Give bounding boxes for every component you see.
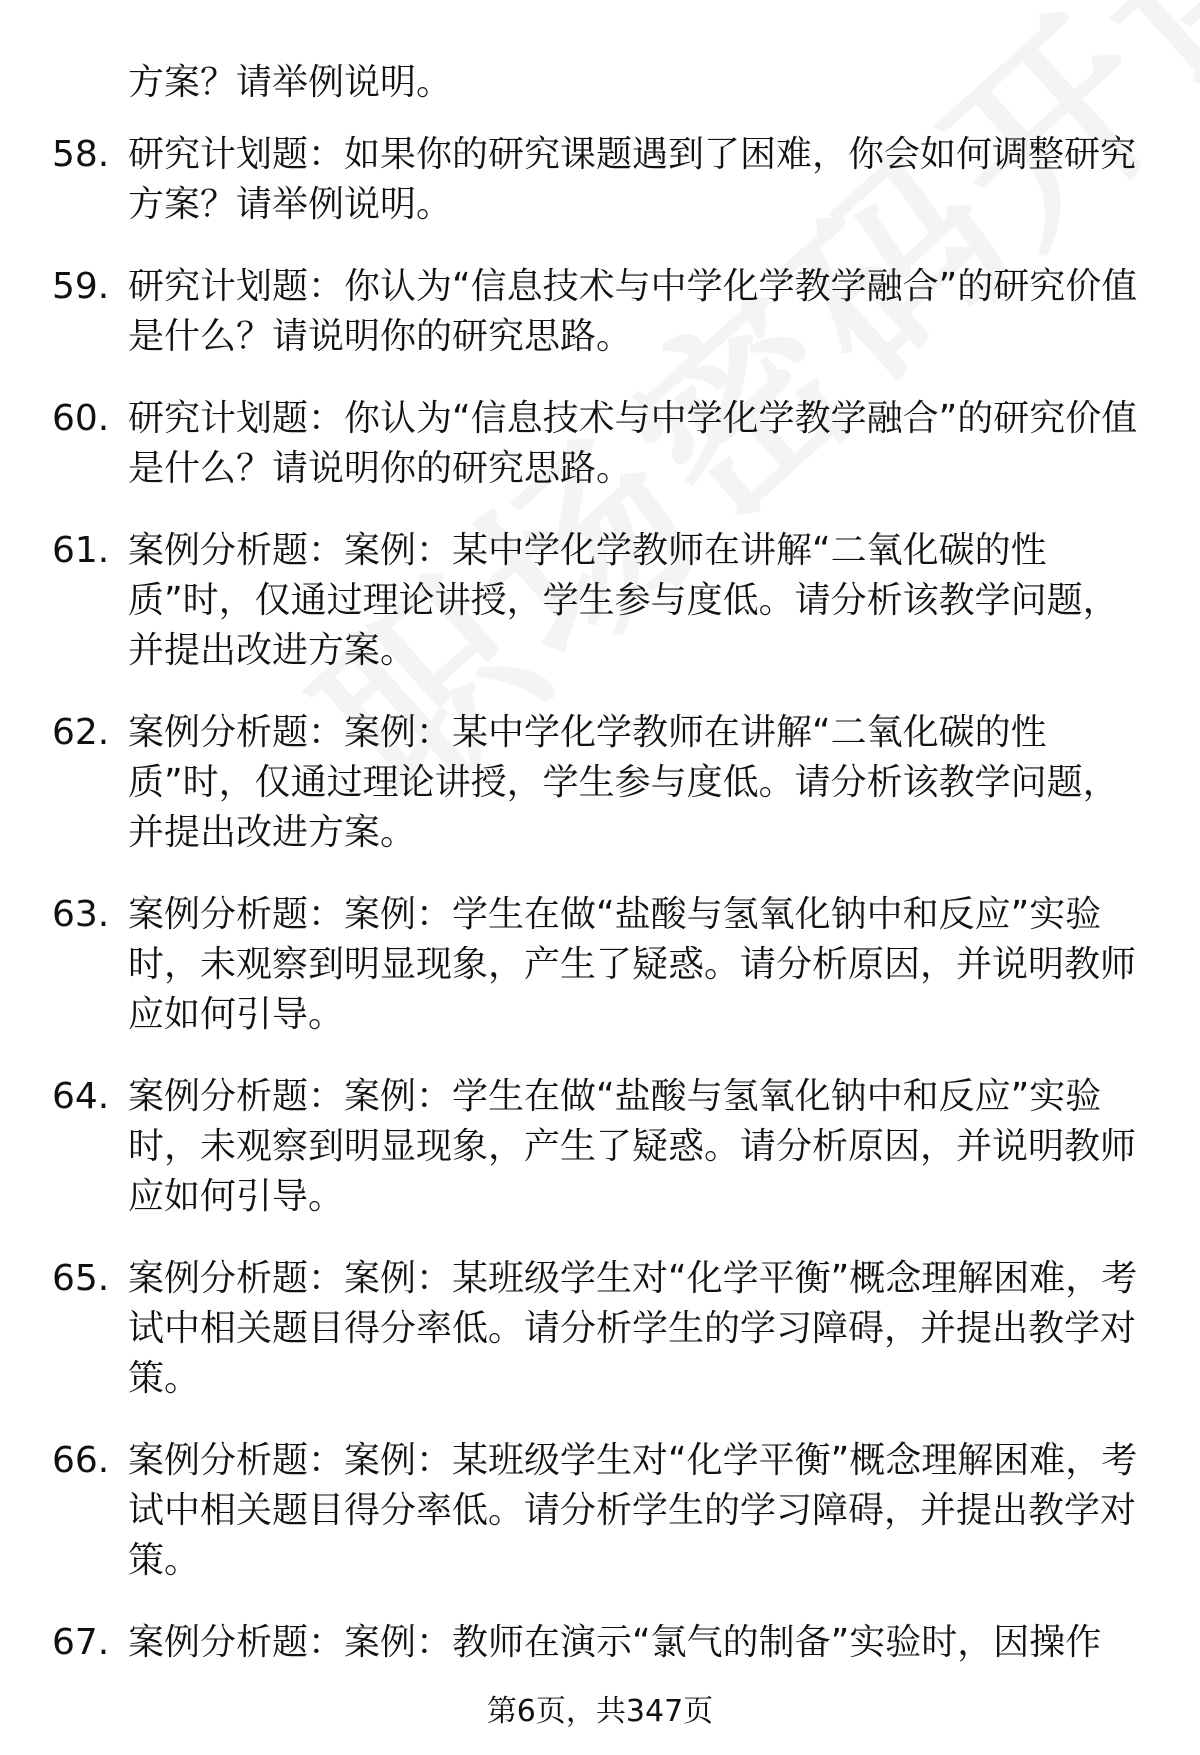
question-item — [52, 1618, 1142, 1668]
question-text: 案例分析题：案例：某中学化学教师在讲解“二氧化碳的性质”时，仅通过理论讲授，学生参与度低。请分析该教学问题，并提出改进方案。 — [128, 712, 1119, 853]
question-text: 案例分析题：案例：某中学化学教师在讲解“二氧化碳的性质”时，仅通过理论讲授，学生参与度低。请分析该教学问题，并提出改进方案。 — [128, 530, 1119, 671]
question-item — [52, 1072, 1142, 1222]
question-number: 64. — [52, 1076, 110, 1117]
question-number: 61. — [52, 530, 110, 571]
question-text: 案例分析题：案例：学生在做“盐酸与氢氧化钠中和反应”实验时，未观察到明显现象，产生了疑惑。请分析原因，并说明教师应如何引导。 — [128, 1076, 1137, 1217]
question-item — [52, 526, 1142, 676]
question-item — [52, 262, 1142, 362]
question-item — [52, 1254, 1142, 1404]
question-text: 案例分析题：案例：某班级学生对“化学平衡”概念理解困难，考试中相关题目得分率低。请分析学生的学习障碍，并提出教学对策。 — [128, 1440, 1138, 1581]
question-item — [52, 708, 1142, 858]
question-number: 62. — [52, 712, 110, 753]
question-item — [52, 394, 1142, 494]
question-text: 案例分析题：案例：某班级学生对“化学平衡”概念理解困难，考试中相关题目得分率低。请分析学生的学习障碍，并提出教学对策。 — [128, 1258, 1138, 1399]
question-text: 案例分析题：案例：教师在演示“氯气的制备”实验时，因操作 — [128, 1622, 1102, 1663]
question-number: 58. — [52, 134, 110, 175]
question-item — [52, 890, 1142, 1040]
question-item — [52, 130, 1142, 230]
question-item — [52, 1436, 1142, 1586]
question-text: 研究计划题：如果你的研究课题遇到了困难，你会如何调整研究方案？请举例说明。 — [128, 134, 1137, 225]
page-footer: 第6页，共347页 — [486, 1694, 714, 1729]
question-text: 研究计划题：你认为“信息技术与中学化学教学融合”的研究价值是什么？请说明你的研究思路。 — [128, 266, 1138, 357]
question-number: 67. — [52, 1622, 110, 1663]
question-number: 63. — [52, 894, 110, 935]
question-number: 66. — [52, 1440, 110, 1481]
question-number: 59. — [52, 266, 110, 307]
question-number: 65. — [52, 1258, 110, 1299]
question-number: 60. — [52, 398, 110, 439]
question-text: 案例分析题：案例：学生在做“盐酸与氢氧化钠中和反应”实验时，未观察到明显现象，产生了疑惑。请分析原因，并说明教师应如何引导。 — [128, 894, 1137, 1035]
continuation-text: 方案？请举例说明。 — [128, 62, 453, 103]
question-text: 研究计划题：你认为“信息技术与中学化学教学融合”的研究价值是什么？请说明你的研究思路。 — [128, 398, 1138, 489]
